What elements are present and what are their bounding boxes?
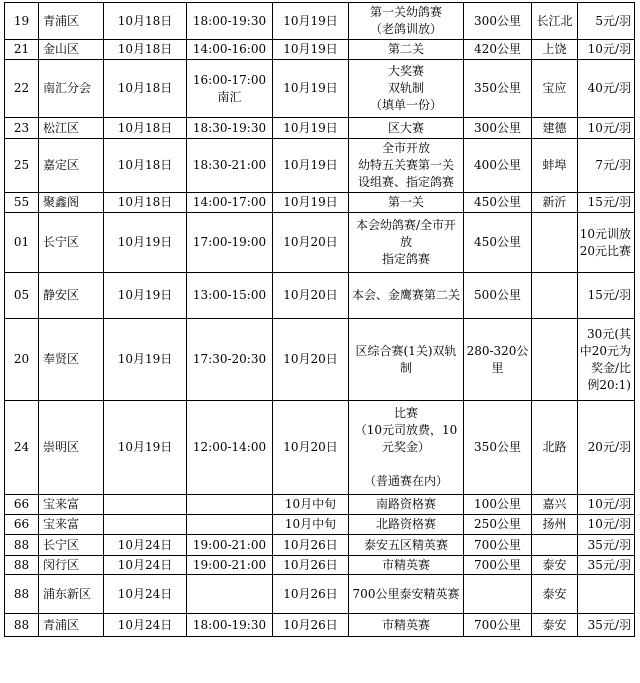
race-name-line: （普通赛在内）: [363, 474, 448, 488]
entry-fee: 7元/羽: [578, 139, 635, 193]
race-name: [349, 556, 464, 575]
entry-fee: 10元训放 20元比赛: [578, 213, 635, 273]
race-name-line: 南路资格赛: [375, 497, 436, 511]
entry-fee: 10元/羽: [578, 40, 635, 60]
registration-time: 17:30-20:30: [187, 319, 273, 401]
release-location: 蚌埠: [532, 139, 578, 193]
club-name: 嘉定区: [39, 139, 104, 193]
race-name: [349, 273, 464, 319]
race-code: 88: [5, 575, 39, 614]
race-name: [349, 3, 464, 40]
release-date: 10月20日: [273, 273, 349, 319]
table-row: [5, 118, 635, 139]
registration-date: 10月24日: [104, 556, 187, 575]
club-name: 长宁区: [39, 213, 104, 273]
distance: 100公里: [464, 495, 532, 515]
race-code: 88: [5, 535, 39, 556]
registration-time: 16:00-17:00 南汇: [187, 60, 273, 118]
release-date: 10月19日: [273, 60, 349, 118]
registration-date: 10月19日: [104, 213, 187, 273]
race-code: 20: [5, 319, 39, 401]
race-name: [349, 118, 464, 139]
entry-fee: [578, 575, 635, 614]
race-name-line: 本会、金鹰赛第二关: [351, 288, 460, 302]
race-name: [349, 515, 464, 535]
club-name: 静安区: [39, 273, 104, 319]
race-name: [349, 401, 464, 495]
registration-date: 10月24日: [104, 575, 187, 614]
club-name: 青浦区: [39, 3, 104, 40]
registration-time: 14:00-16:00: [187, 40, 273, 60]
release-date: 10月中旬: [273, 515, 349, 535]
registration-date: [104, 495, 187, 515]
race-name-line: 700公里泰安精英赛: [352, 586, 460, 601]
race-code: 23: [5, 118, 39, 139]
table-row: [5, 535, 635, 556]
race-name-line: 大奖赛: [387, 64, 424, 78]
table-row: [5, 495, 635, 515]
race-name-line: [350, 456, 462, 473]
release-location: 北路: [532, 401, 578, 495]
race-code: 88: [5, 614, 39, 637]
table-row: [5, 614, 635, 637]
registration-time: 19:00-21:00: [187, 556, 273, 575]
release-date: 10月26日: [273, 535, 349, 556]
race-name: [349, 60, 464, 118]
club-name: 南汇分会: [39, 60, 104, 118]
club-name: 崇明区: [39, 401, 104, 495]
race-code: 25: [5, 139, 39, 193]
release-location: 泰安: [532, 575, 578, 614]
entry-fee: 10元/羽: [578, 118, 635, 139]
registration-date: 10月24日: [104, 535, 187, 556]
registration-time: 18:30-19:30: [187, 118, 273, 139]
race-name-line: 指定鸽赛: [381, 252, 430, 266]
release-date: 10月19日: [273, 3, 349, 40]
entry-fee: 10元/羽: [578, 495, 635, 515]
distance: 500公里: [464, 273, 532, 319]
registration-time: 19:00-21:00: [187, 535, 273, 556]
distance: 280-320公里: [464, 319, 532, 401]
club-name: 金山区: [39, 40, 104, 60]
registration-date: 10月24日: [104, 614, 187, 637]
release-location: 宝应: [532, 60, 578, 118]
race-name: [349, 495, 464, 515]
entry-fee: 20元/羽: [578, 401, 635, 495]
distance: 420公里: [464, 40, 532, 60]
race-code: 66: [5, 495, 39, 515]
club-name: 奉贤区: [39, 319, 104, 401]
entry-fee: 35元/羽: [578, 556, 635, 575]
race-name-line: 第一关幼鸽赛: [369, 5, 442, 19]
distance: 250公里: [464, 515, 532, 535]
registration-date: 10月18日: [104, 139, 187, 193]
registration-time: [187, 575, 273, 614]
club-name: 青浦区: [39, 614, 104, 637]
release-date: 10月19日: [273, 139, 349, 193]
registration-date: 10月18日: [104, 3, 187, 40]
release-location: [532, 319, 578, 401]
race-name-line: 泰安五区精英赛: [363, 537, 448, 552]
race-code: 19: [5, 3, 39, 40]
table-row: [5, 319, 635, 401]
release-location: 上饶: [532, 40, 578, 60]
registration-time: [187, 495, 273, 515]
registration-date: [104, 515, 187, 535]
race-name-line: 双轨制: [387, 81, 424, 95]
registration-time: 12:00-14:00: [187, 401, 273, 495]
release-location: 长江北: [532, 3, 578, 40]
race-code: 05: [5, 273, 39, 319]
release-date: 10月26日: [273, 575, 349, 614]
release-date: 10月20日: [273, 319, 349, 401]
registration-time: 18:00-19:30: [187, 3, 273, 40]
race-name: [349, 193, 464, 213]
registration-date: 10月19日: [104, 401, 187, 495]
race-name-line: 区综合赛(1关)双轨制: [355, 343, 457, 375]
distance: [464, 575, 532, 614]
release-location: [532, 273, 578, 319]
table-row: [5, 273, 635, 319]
entry-fee: 30元(其中20元为奖金/比例20:1): [578, 319, 635, 401]
club-name: 松江区: [39, 118, 104, 139]
release-location: 泰安: [532, 556, 578, 575]
race-name: [349, 614, 464, 637]
release-location: [532, 535, 578, 556]
club-name: 宝来富: [39, 495, 104, 515]
release-date: 10月19日: [273, 193, 349, 213]
release-location: 扬州: [532, 515, 578, 535]
distance: 400公里: [464, 139, 532, 193]
release-location: 新沂: [532, 193, 578, 213]
release-location: 建德: [532, 118, 578, 139]
registration-time: 14:00-17:00: [187, 193, 273, 213]
race-name-line: 比赛: [393, 406, 418, 420]
race-name-line: 设组赛、指定鸽赛: [357, 175, 454, 189]
race-name-line: 幼特五关赛第一关: [357, 158, 454, 172]
entry-fee: 35元/羽: [578, 535, 635, 556]
race-code: 66: [5, 515, 39, 535]
distance: 350公里: [464, 60, 532, 118]
release-date: 10月19日: [273, 40, 349, 60]
registration-date: 10月18日: [104, 118, 187, 139]
distance: 350公里: [464, 401, 532, 495]
table-row: [5, 213, 635, 273]
table-row: [5, 575, 635, 614]
club-name: 长宁区: [39, 535, 104, 556]
race-code: 55: [5, 193, 39, 213]
race-schedule-table: [4, 2, 635, 637]
registration-date: 10月18日: [104, 40, 187, 60]
registration-time: 13:00-15:00: [187, 273, 273, 319]
race-code: 21: [5, 40, 39, 60]
club-name: 闵行区: [39, 556, 104, 575]
entry-fee: 40元/羽: [578, 60, 635, 118]
release-date: 10月26日: [273, 614, 349, 637]
registration-date: 10月19日: [104, 273, 187, 319]
race-name-line: 第二关: [387, 42, 424, 56]
race-name-line: （老鸽训放）: [369, 22, 442, 36]
race-name: [349, 319, 464, 401]
race-name-line: 市精英赛: [381, 617, 430, 632]
distance: 300公里: [464, 118, 532, 139]
distance: 450公里: [464, 193, 532, 213]
distance: 700公里: [464, 556, 532, 575]
race-code: 24: [5, 401, 39, 495]
distance: 300公里: [464, 3, 532, 40]
race-name-line: 区大赛: [387, 120, 424, 135]
table-row: [5, 40, 635, 60]
release-date: 10月20日: [273, 401, 349, 495]
release-location: 泰安: [532, 614, 578, 637]
entry-fee: 10元/羽: [578, 515, 635, 535]
release-location: [532, 213, 578, 273]
race-name: [349, 139, 464, 193]
distance: 450公里: [464, 213, 532, 273]
entry-fee: 5元/羽: [578, 3, 635, 40]
distance: 700公里: [464, 614, 532, 637]
table-row: [5, 515, 635, 535]
club-name: 宝来富: [39, 515, 104, 535]
table-row: [5, 3, 635, 40]
race-name: [349, 213, 464, 273]
race-name: [349, 575, 464, 614]
registration-time: 18:30-21:00: [187, 139, 273, 193]
entry-fee: 35元/羽: [578, 614, 635, 637]
race-name-line: 第一关: [387, 195, 424, 209]
race-name: [349, 40, 464, 60]
release-date: 10月19日: [273, 118, 349, 139]
race-name-line: （填单一份）: [369, 98, 442, 112]
race-name-line: 全市开放: [381, 141, 430, 155]
registration-time: 18:00-19:30: [187, 614, 273, 637]
release-date: 10月20日: [273, 213, 349, 273]
race-code: 01: [5, 213, 39, 273]
entry-fee: 15元/羽: [578, 193, 635, 213]
registration-date: 10月18日: [104, 60, 187, 118]
release-location: 嘉兴: [532, 495, 578, 515]
table-row: [5, 193, 635, 213]
race-code: 88: [5, 556, 39, 575]
release-date: 10月26日: [273, 556, 349, 575]
race-code: 22: [5, 60, 39, 118]
entry-fee: 15元/羽: [578, 273, 635, 319]
race-name-line: （10元司放费，10元奖金）: [354, 423, 458, 454]
race-name-line: 市精英赛: [381, 557, 430, 572]
table-row: [5, 139, 635, 193]
table-row: [5, 401, 635, 495]
distance: 700公里: [464, 535, 532, 556]
registration-date: 10月18日: [104, 193, 187, 213]
table-row: [5, 60, 635, 118]
registration-time: 17:00-19:00: [187, 213, 273, 273]
release-date: 10月中旬: [273, 495, 349, 515]
registration-time: [187, 515, 273, 535]
registration-date: 10月19日: [104, 319, 187, 401]
club-name: 聚鑫阁: [39, 193, 104, 213]
race-name-line: 本会幼鸽赛/全市开放: [355, 218, 457, 249]
table-row: [5, 556, 635, 575]
club-name: 浦东新区: [39, 575, 104, 614]
race-name-line: 北路资格赛: [375, 517, 436, 531]
race-name: [349, 535, 464, 556]
